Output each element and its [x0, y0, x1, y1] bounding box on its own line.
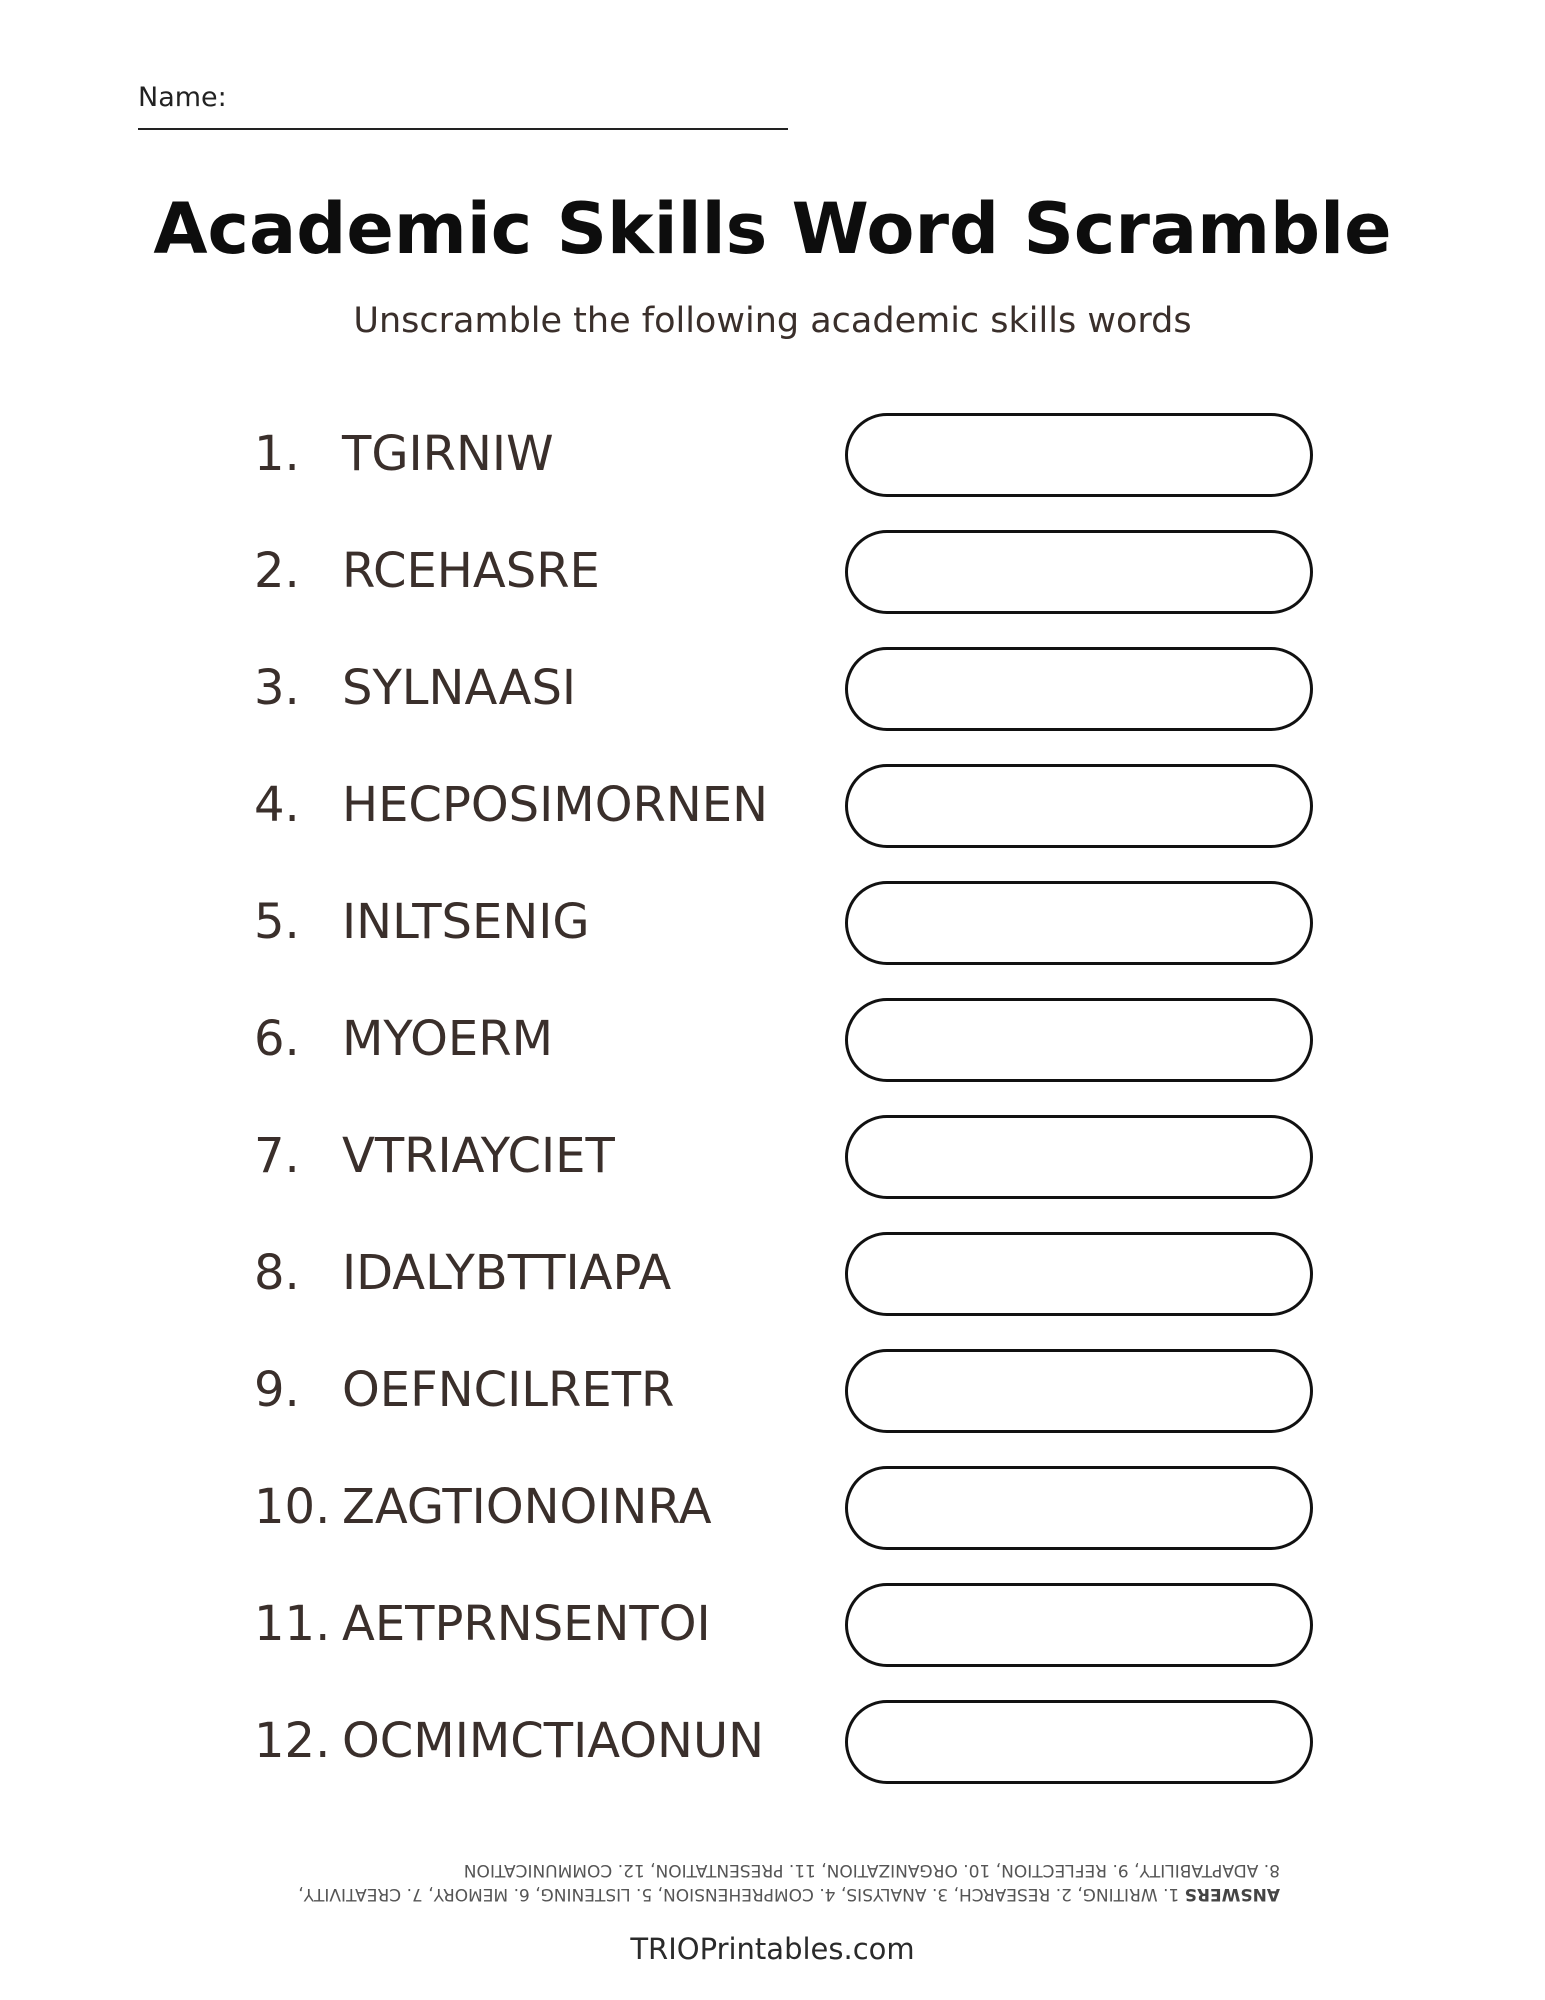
page-title: Academic Skills Word Scramble	[153, 188, 1392, 270]
answer-key	[240, 1858, 1280, 1906]
name-field	[138, 78, 788, 130]
scramble-item	[0, 1346, 1545, 1436]
answer-box[interactable]	[845, 413, 1313, 497]
item-number: 11.	[254, 1596, 331, 1652]
scramble-item	[0, 995, 1545, 1085]
scramble-item	[0, 410, 1545, 500]
scramble-item	[0, 761, 1545, 851]
scramble-item	[0, 1112, 1545, 1202]
scrambled-word: RCEHASRE	[342, 543, 600, 599]
answer-box[interactable]	[845, 1349, 1313, 1433]
item-number: 8.	[254, 1245, 300, 1301]
scrambled-word: INLTSENIG	[342, 894, 590, 950]
answer-box[interactable]	[845, 530, 1313, 614]
answer-key-line-1	[240, 1882, 1280, 1906]
answer-box[interactable]	[845, 1583, 1313, 1667]
page-subtitle: Unscramble the following academic skills words	[353, 301, 1192, 341]
scrambled-word: MYOERM	[342, 1011, 553, 1067]
scramble-item	[0, 1229, 1545, 1319]
scrambled-word: TGIRNIW	[342, 426, 554, 482]
answer-key-text-1: 1. WRITING, 2. RESEARCH, 3. ANALYSIS, 4. COMPREHENSION, 5. LISTENING, 6. MEMORY, 7. CREATIVITY,	[298, 1884, 1180, 1904]
item-number: 10.	[254, 1479, 331, 1535]
answer-key-label: ANSWERS	[1184, 1884, 1280, 1904]
scrambled-word: ZAGTIONOINRA	[342, 1479, 712, 1535]
item-number: 12.	[254, 1713, 331, 1769]
answer-box[interactable]	[845, 998, 1313, 1082]
scrambled-word: IDALYBTTIAPA	[342, 1245, 672, 1301]
answer-box[interactable]	[845, 1700, 1313, 1784]
answer-box[interactable]	[845, 764, 1313, 848]
item-number: 7.	[254, 1128, 300, 1184]
name-label: Name:	[138, 82, 227, 113]
item-number: 4.	[254, 777, 300, 833]
answer-box[interactable]	[845, 1466, 1313, 1550]
name-line[interactable]	[138, 128, 788, 130]
scrambled-word: AETPRNSENTOI	[342, 1596, 711, 1652]
scrambled-word: HECPOSIMORNEN	[342, 777, 768, 833]
scramble-item	[0, 644, 1545, 734]
answer-box[interactable]	[845, 1232, 1313, 1316]
scramble-item	[0, 1463, 1545, 1553]
item-number: 2.	[254, 543, 300, 599]
scrambled-word: SYLNAASI	[342, 660, 577, 716]
answer-box[interactable]	[845, 881, 1313, 965]
item-number: 6.	[254, 1011, 300, 1067]
item-number: 5.	[254, 894, 300, 950]
item-number: 9.	[254, 1362, 300, 1418]
item-number: 1.	[254, 426, 300, 482]
scramble-item	[0, 1697, 1545, 1787]
answer-box[interactable]	[845, 1115, 1313, 1199]
scramble-item	[0, 1580, 1545, 1670]
answer-box[interactable]	[845, 647, 1313, 731]
scramble-item	[0, 527, 1545, 617]
scramble-item	[0, 878, 1545, 968]
item-number: 3.	[254, 660, 300, 716]
scrambled-word: OEFNCILRETR	[342, 1362, 675, 1418]
footer-site-link[interactable]: TRIOPrintables.com	[630, 1932, 915, 1966]
answer-key-line-2: 8. ADAPTABILITY, 9. REFLECTION, 10. ORGANIZATION, 11. PRESENTATION, 12. COMMUNICATION	[463, 1860, 1280, 1880]
scrambled-word: VTRIAYCIET	[342, 1128, 615, 1184]
scrambled-word: OCMIMCTIAONUN	[342, 1713, 764, 1769]
